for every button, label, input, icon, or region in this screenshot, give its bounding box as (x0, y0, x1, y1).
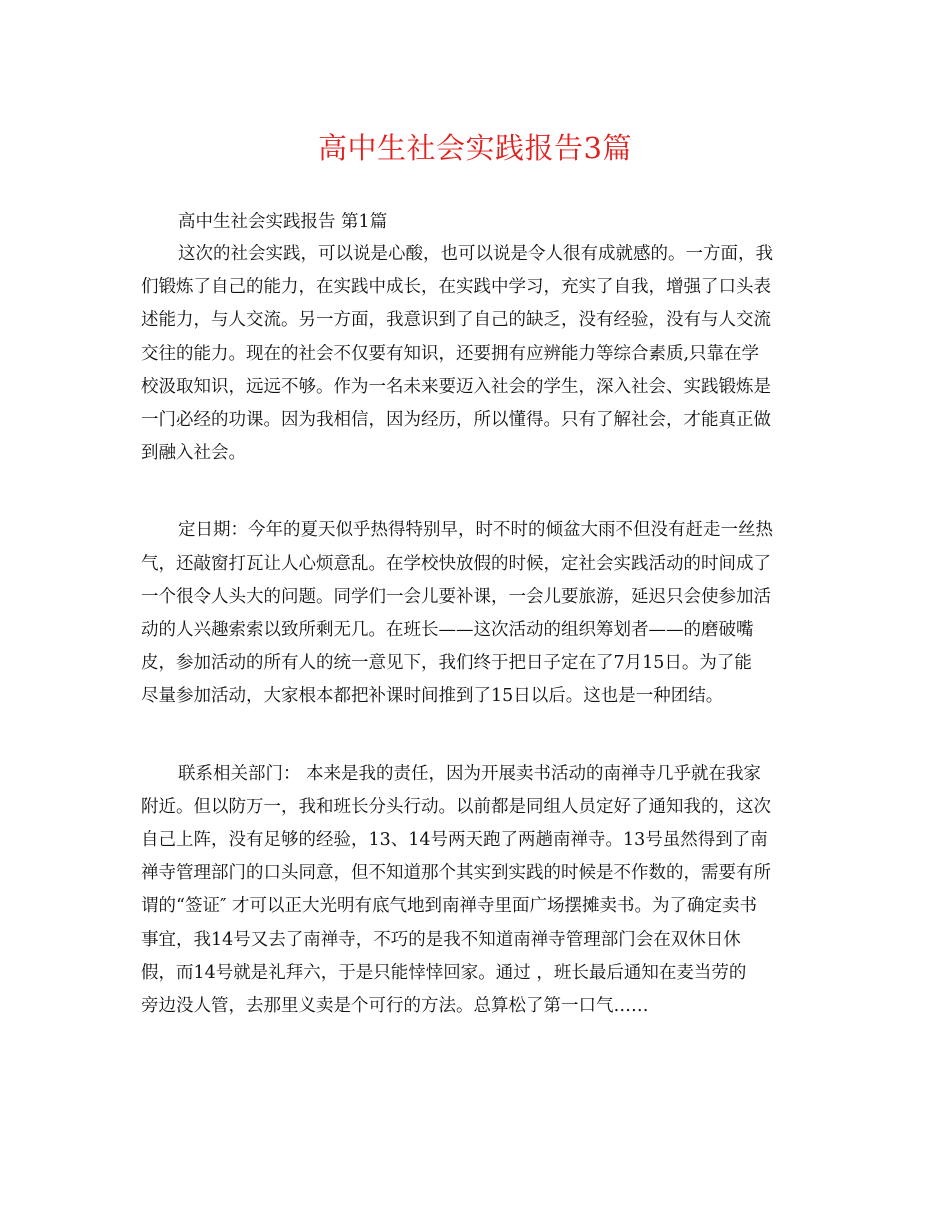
paragraph-line: 谓的“签证″ 才可以正大光明有底气地到南禅寺里面广场摆摊卖书。为了确定卖书 (141, 896, 758, 917)
paragraph-line: 联系相关部门： 本来是我的责任，因为开展卖书活动的南禅寺几乎就在我家 (178, 763, 762, 784)
paragraph-line: 自己上阵，没有足够的经验，13、14号两天跑了两趟南禅寺。13号虽然得到了南 (141, 830, 768, 851)
paragraph-1 (141, 238, 817, 470)
paragraph-line: 禅寺管理部门的口头同意，但不知道那个其实到实践的时候是不作数的，需要有所 (141, 863, 771, 884)
paragraph-line: 一门必经的功课。因为我相信，因为经历，所以懂得。只有了解社会，才能真正做 (141, 410, 771, 431)
paragraph-2 (141, 514, 817, 713)
paragraph-line: 一个很令人头大的问题。同学们一会儿要补课，一会儿要旅游，延迟只会使参加活 (141, 586, 771, 607)
paragraph-3 (141, 758, 817, 1024)
paragraph-line: 定日期：今年的夏天似乎热得特别早，时不时的倾盆大雨不但没有赶走一丝热 (178, 520, 773, 541)
paragraph-line: 到融入社会。 (141, 443, 246, 464)
paragraph-line: 气，还敲窗打瓦让人心烦意乱。在学校快放假的时候，定社会实践活动的时间成了 (141, 553, 771, 574)
paragraph-line: 交往的能力。现在的社会不仅要有知识，还要拥有应辨能力等综合素质,只靠在学 (141, 343, 760, 364)
document-title: 高中生社会实践报告3篇 (318, 131, 632, 165)
paragraph-line: 尽量参加活动，大家根本都把补课时间推到了15日以后。这也是一种团结。 (141, 686, 724, 707)
section-subtitle: 高中生社会实践报告 第1篇 (178, 212, 388, 232)
paragraph-line: 旁边没人管，去那里义卖是个可行的方法。总算松了第一口气…… (141, 996, 649, 1017)
paragraph-line: 事宜，我14号又去了南禅寺，不巧的是我不知道南禅寺管理部门会在双休日休 (141, 929, 741, 950)
paragraph-line: 附近。但以防万一，我和班长分头行动。以前都是同组人员定好了通知我的，这次 (141, 796, 771, 817)
paragraph-line: 皮，参加活动的所有人的统一意见下，我们终于把日子定在了7月15日。为了能 (141, 653, 752, 674)
paragraph-line: 动的人兴趣索索以致所剩无几。在班长——这次活动的组织筹划者——的磨破嘴 (141, 620, 754, 641)
document-body (141, 207, 817, 1023)
paragraph-line: 假，而14号就是礼拜六，于是只能悻悻回家。通过 ，班长最后通知在麦当劳的 (141, 962, 747, 983)
paragraph-line: 校汲取知识，远远不够。作为一名未来要迈入社会的学生，深入社会、实践锻炼是 (141, 376, 771, 397)
paragraph-line: 们锻炼了自己的能力，在实践中成长，在实践中学习，充实了自我，增强了口头表 (141, 277, 771, 298)
paragraph-line: 述能力，与人交流。另一方面，我意识到了自己的缺乏，没有经验，没有与人交流 (141, 310, 771, 331)
paragraph-line: 这次的社会实践，可以说是心酸，也可以说是令人很有成就感的。一方面，我 (178, 244, 773, 264)
